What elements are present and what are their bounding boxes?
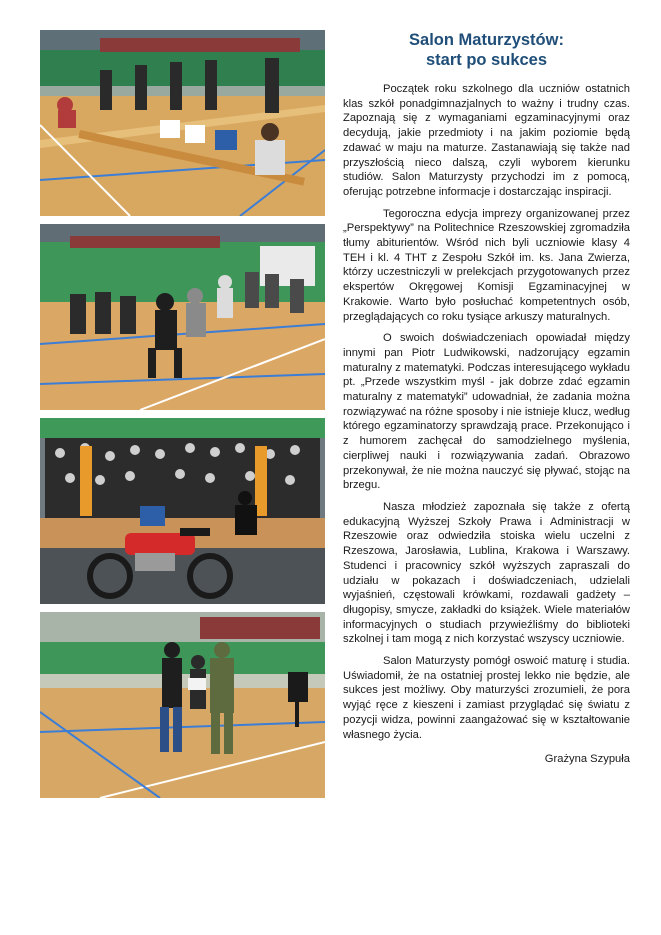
- article-title: [343, 30, 630, 70]
- photo-students-at-benches: [40, 30, 325, 216]
- paragraph-5: Salon Maturzysty pomógł oswoić maturę i studia. Uświadomił, że na ostatniej prostej lekko nie będzie, ale sukces jest możliwy. Oby maturzyści zrozumieli, że pora wyjąć ręce z kieszeni i zamiast przyglądać się światu z pozycji widza, powinni zaangażować się w kształtowanie własnego życia.: [343, 655, 630, 741]
- paragraph-2: Tegoroczna edycja imprezy organizowanej przez „Perspektywy” na Politechnice Rzeszowskiej zgromadziła tłumy abiturientów. Wśród nich byli uczniowie klasy 4 TEH i kl. 4 THT z Zespołu Szkół im. ks. Jana Zwierza, którzy uczestniczyli w prelekcjach przygotowanych przez ekspertów Okręgowej Komisji Egzaminacyjnej w Krakowie. Warto było posłuchać kompetentnych osób, przeglądających co roku tysiące arkuszy maturalnych.: [343, 207, 630, 323]
- title-line-1: Salon Maturzystów:: [409, 31, 564, 49]
- photo-award-handover: [40, 612, 325, 798]
- article-column: [343, 30, 630, 767]
- author-signature: Grażyna Szypuła: [544, 753, 630, 766]
- paragraph-1: Początek roku szkolnego dla uczniów ostatnich klas szkół ponadgimnazjalnych to ważny i trudny czas. Zapoznają się z wymaganiami egzaminacyjnymi oraz decydują, jakie przedmioty i na jakim poziomie będą zdawać w maju na maturze. Zastanawiają się także nad przyszłością nieco dalszą, czyli wyborem kierunku studiów. Salon Maturzysty przychodzi im z pomocą, oferując potrzebne informacje i dostarczając inspiracji.: [343, 83, 630, 198]
- photo-column: [40, 30, 325, 806]
- paragraph-3: O swoich doświadczeniach opowiadał między innymi pan Piotr Ludwikowski, nadzorujący egzamin maturalny z matematyki. Podczas interesującego wykładu pt. „Przede wszystkim myśl - jak dobrze zdać egzamin maturalny z matematyki” udowadniał, że zadania można rozwiązywać na różne sposoby i nie istnieje klucz, według którego egzaminatorzy sprawdzają prace. Przekonująco i z humorem zachęcał do samodzielnego myślenia, cierpliwej nauki i rozwiązywania zadań. Obrazowo przekonywał, że nie można nauczyć się pływać, stojąc na brzegu.: [343, 332, 630, 492]
- photo-motorcycle-presentation: [40, 418, 325, 604]
- title-line-2: start po sukces: [425, 51, 548, 69]
- paragraph-4: Nasza młodzież zapoznała się także z ofertą edukacyjną Wyższej Szkoły Prawa i Administracji w Rzeszowie oraz odwiedziła stoiska wielu uczelni z Rzeszowa, Jarosławia, Lublina, Krakowa i Warszawy. Studenci i pracownicy szkół wyższych zapraszali do udziału w pokazach i doświadczeniach, udzielali wyjaśnień, częstowali krówkami, rozdawali gadżety – długopisy, smycze, zakładki do książek. Wiele materiałów informacyjnych o studiach przywieźliśmy do biblioteki szkolnej i tam mogą z nich korzystać wszyscy uczniowie.: [343, 500, 630, 646]
- photo-relay-in-gym: [40, 224, 325, 410]
